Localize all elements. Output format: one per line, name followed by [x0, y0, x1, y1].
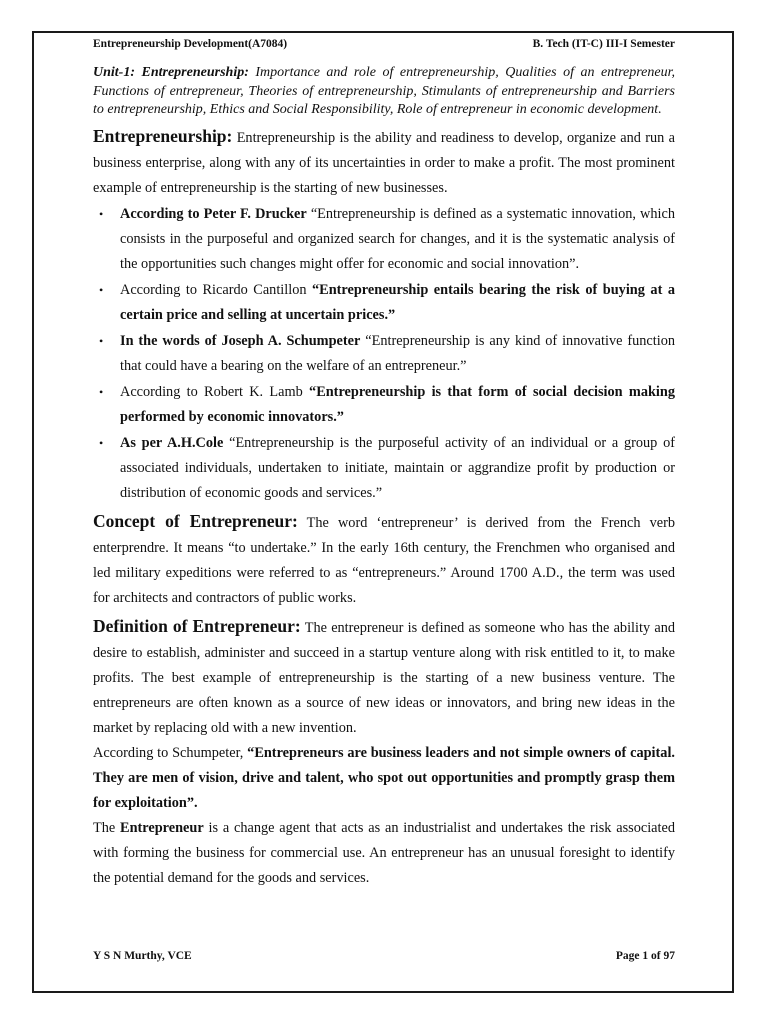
change-agent-paragraph — [93, 816, 675, 891]
list-item-source: According to Robert K. Lamb — [120, 383, 310, 400]
list-item — [93, 380, 675, 430]
page-number: Page 1 of 97 — [615, 950, 675, 962]
definition-paragraph — [93, 614, 675, 741]
list-item-source: In the words of Joseph A. Schumpeter — [120, 332, 361, 349]
unit-topics: Importance and role of entrepreneurship, Qualities of an entrepreneur, Functions of entrepreneur, Theories of entrepreneurship, Stimulants of entrepreneurship and Barriers to entrepreneurship, Ethics and Social Responsibility, Role of entrepreneur in economic development. — [93, 65, 675, 117]
list-item-quote: “Entrepreneurship is that form of social decision making performed by economic innovators.” — [120, 383, 675, 425]
page-footer — [93, 950, 675, 962]
entrepreneurship-text: Entrepreneurship is the ability and readiness to develop, organize and run a business enterprise, along with any of its uncertainties in order to make a profit. The most prominent example of entrepreneurship is the starting of new businesses. — [93, 129, 675, 196]
list-item — [93, 202, 675, 277]
unit-summary — [93, 64, 675, 120]
concept-heading: Concept of Entrepreneur: — [93, 510, 298, 531]
definitions-list — [93, 202, 675, 506]
list-item — [93, 278, 675, 328]
schumpeter-lead: According to Schumpeter, — [93, 744, 248, 761]
semester-label: B. Tech (IT-C) III-I Semester — [532, 38, 675, 50]
list-item-quote: “Entrepreneurship is defined as a systematic innovation, which consists in the purposeful and organized search for changes, and it is the systematic analysis of the opportunities such changes might offer for economic and social innovation”. — [120, 205, 675, 272]
bullet-icon: • — [99, 206, 104, 221]
unit-label: Unit-1: Entrepreneurship: — [93, 65, 249, 80]
author-label: Y S N Murthy, VCE — [93, 950, 192, 962]
schumpeter-paragraph — [93, 741, 675, 816]
bullet-icon: • — [99, 333, 104, 348]
list-item — [93, 431, 675, 506]
schumpeter-quote: “Entrepreneurs are business leaders and not simple owners of capital. They are men of vision, drive and talent, who spot out opportunities and promptly grasp them for exploitation”. — [93, 744, 675, 811]
list-item-quote: “Entrepreneurship entails bearing the risk of buying at a certain price and selling at uncertain prices.” — [120, 281, 676, 323]
entrepreneurship-heading: Entrepreneurship: — [93, 125, 233, 146]
definition-text: The entrepreneur is defined as someone who has the ability and desire to establish, administer and succeed in a startup venture along with risk entitled to it, to make profits. The best example of entrepreneurship is the starting of a new business venture. The entrepreneurs are often known as a source of new ideas or innovators, and bring new ideas in the market by replacing old with a new invention. — [93, 619, 675, 736]
list-item-source: As per A.H.Cole — [120, 434, 224, 451]
bullet-icon: • — [99, 384, 104, 399]
page-content — [93, 36, 675, 891]
change-agent-bold: Entrepreneur — [120, 819, 204, 836]
bullet-icon: • — [99, 435, 104, 450]
list-item-quote: “Entrepreneurship is any kind of innovative function that could have a bearing on the welfare of an entrepreneur.” — [120, 332, 675, 374]
page-header — [93, 36, 675, 52]
course-title: Entrepreneurship Development(A7084) — [93, 38, 288, 50]
bullet-icon: • — [99, 282, 104, 297]
list-item — [93, 329, 675, 379]
concept-text: The word ‘entrepreneur’ is derived from the French verb enterprendre. It means “to undertake.” In the early 16th century, the Frenchmen who organised and led military expeditions were referred to as “entrepreneurs.” Around 1700 A.D., the term was used for architects and contractors of public works. — [93, 514, 675, 606]
list-item-quote: “Entrepreneurship is the purposeful activity of an individual or a group of associated individuals, undertaken to initiate, maintain or aggrandize profit by production or distribution of economic goods and services.” — [120, 434, 675, 501]
change-agent-text: is a change agent that acts as an industrialist and undertakes the risk associated with forming the business for commercial use. An entrepreneur has an unusual foresight to identify the potential demand for the goods and services. — [93, 819, 675, 886]
list-item-source: According to Peter F. Drucker — [120, 205, 307, 222]
list-item-source: According to Ricardo Cantillon — [120, 281, 313, 298]
concept-paragraph — [93, 509, 675, 611]
definition-heading: Definition of Entrepreneur: — [93, 615, 301, 636]
change-agent-pre: The — [93, 819, 121, 836]
entrepreneurship-paragraph — [93, 124, 675, 201]
